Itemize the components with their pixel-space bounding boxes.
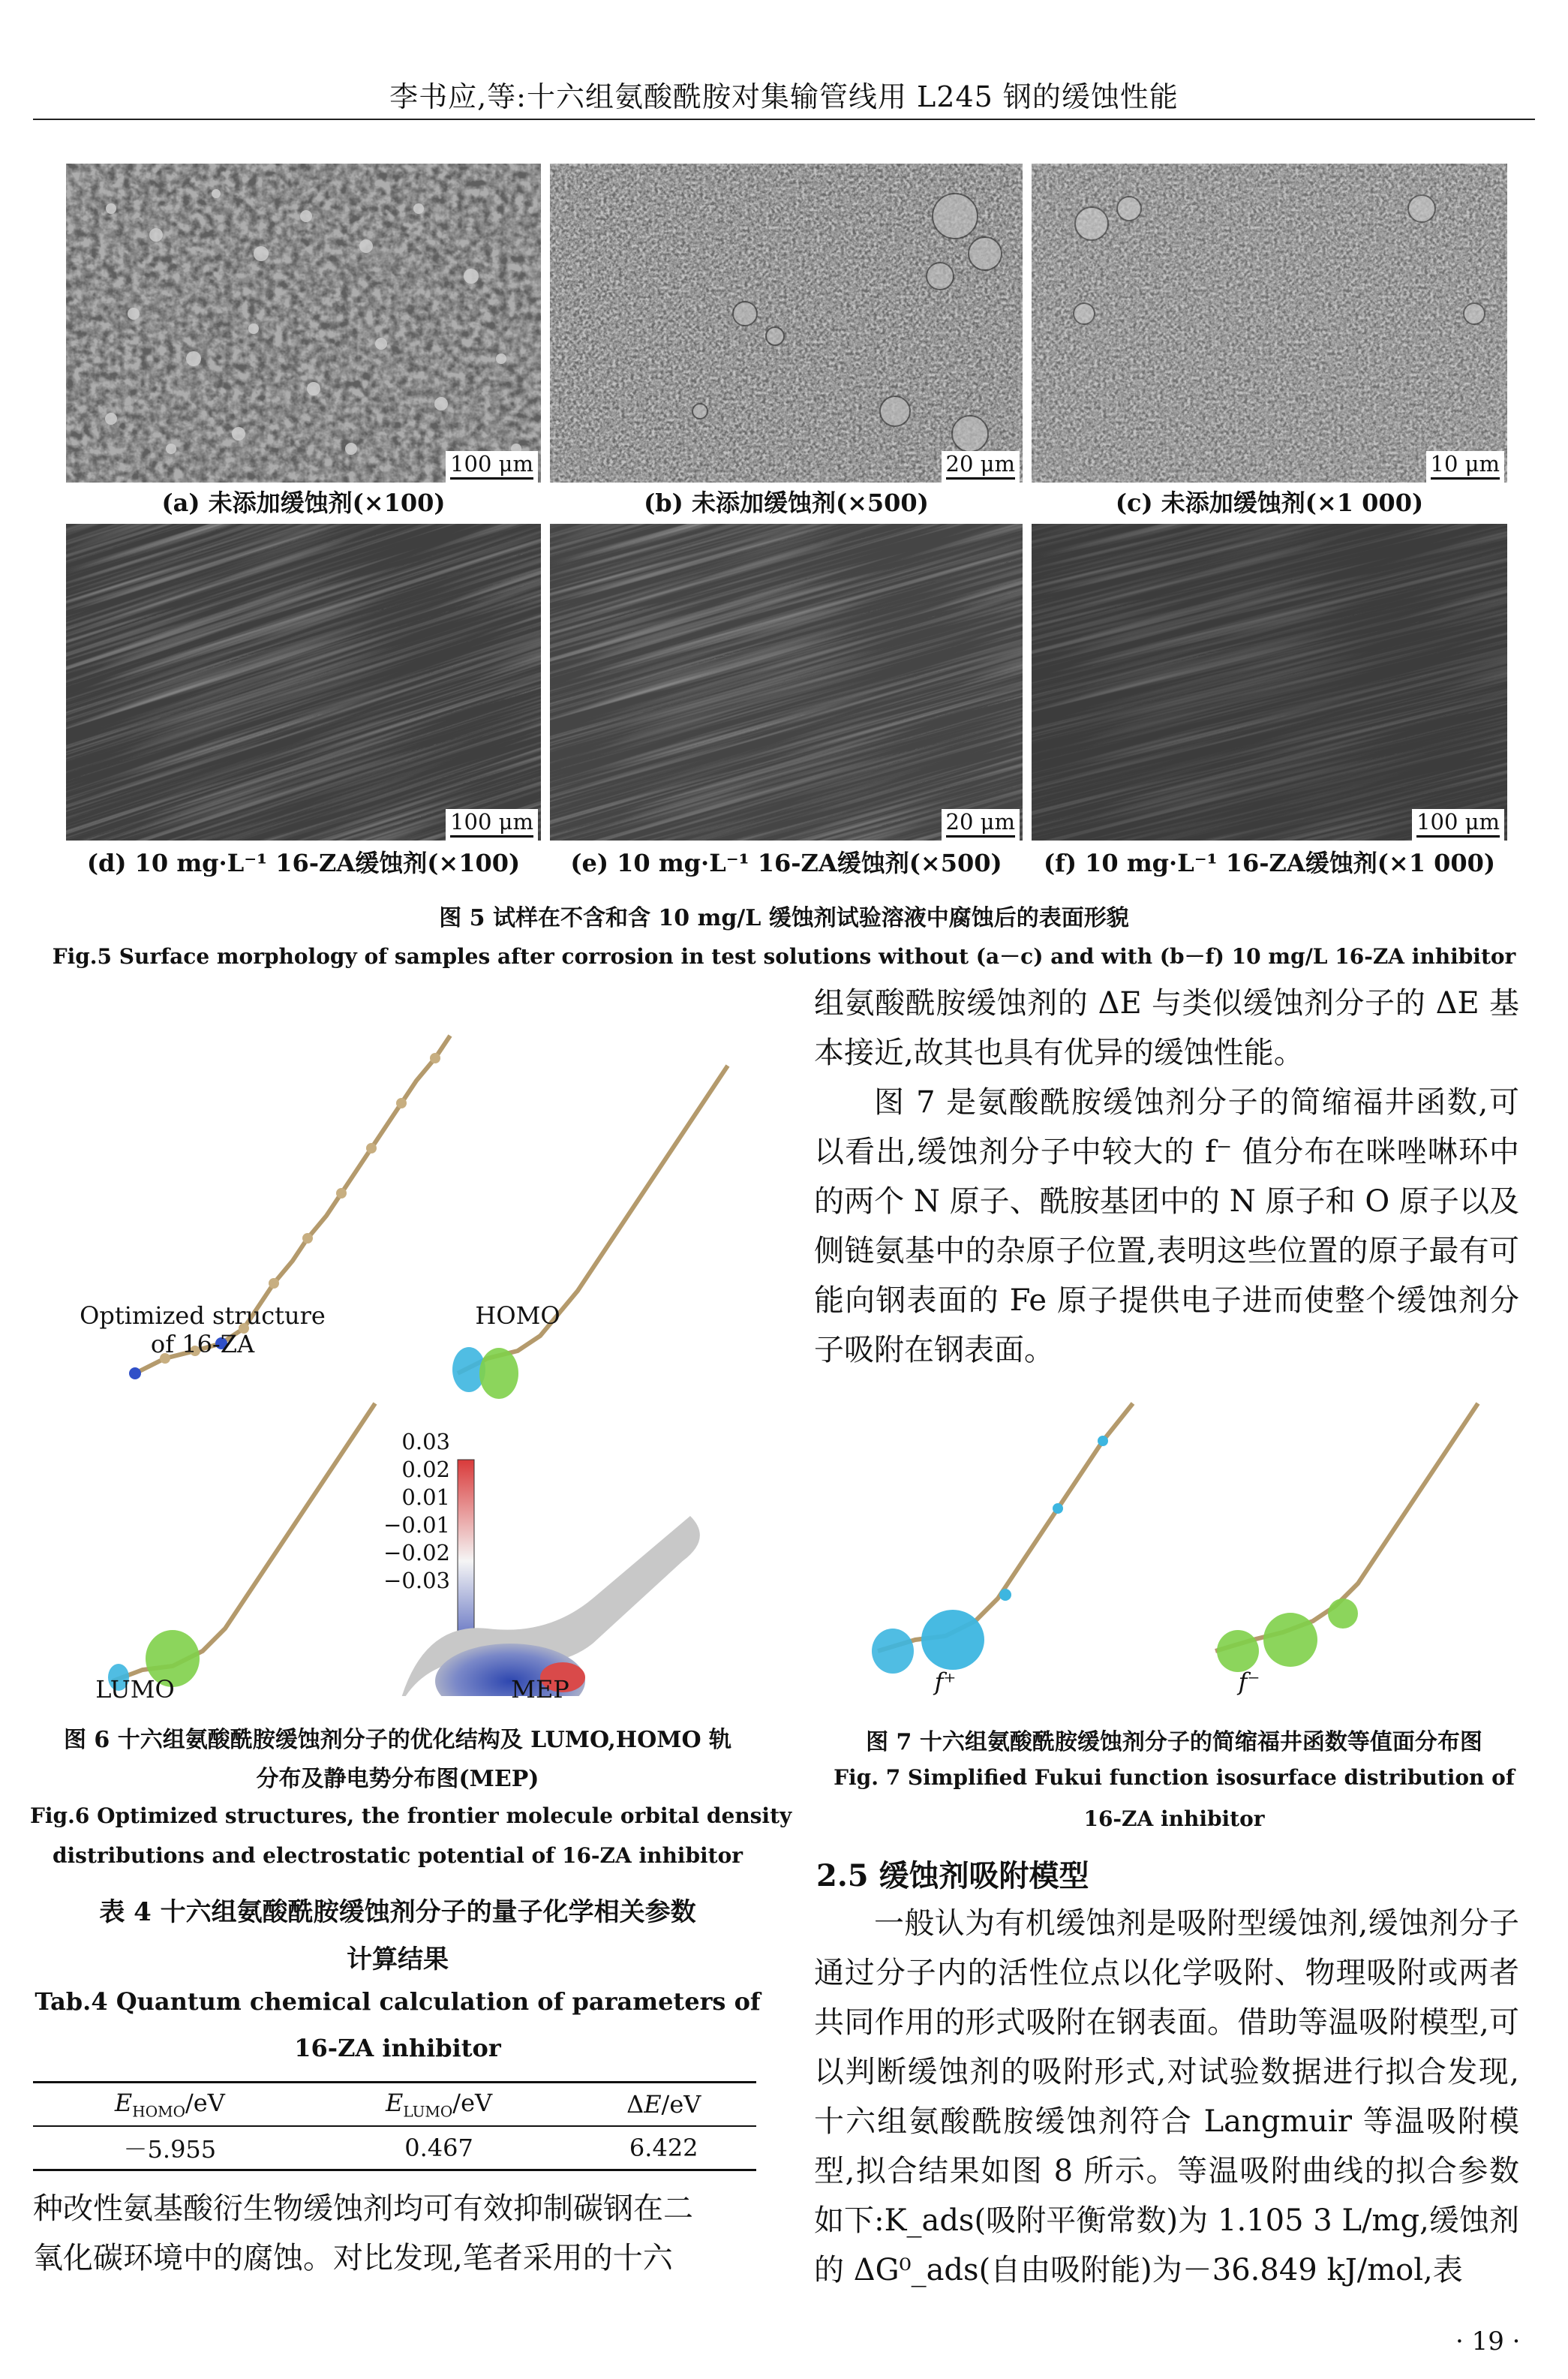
left-column-text [33, 2184, 756, 2283]
paragraph: 组氨酸酰胺缓蚀剂的 ΔE 与类似缓蚀剂分子的 ΔE 基本接近,故其也具有优异的缓蚀性能。 [814, 986, 1519, 1070]
fig5-label-a: (a) 未添加缓蚀剂(×100) [161, 489, 446, 517]
fig5-label-f: (f) 10 mg·L⁻¹ 16-ZA缓蚀剂(×1 000) [1043, 849, 1496, 877]
fig7-caption-en: 16-ZA inhibitor [1083, 1806, 1265, 1831]
right-column-text-bottom [814, 1899, 1519, 2295]
paragraph: 一般认为有机缓蚀剂是吸附型缓蚀剂,缓蚀剂分子通过分子内的活性位点以化学吸附、物理吸附或两者共同作用的形式吸附在钢表面。借助等温吸附模型,可以判断缓蚀剂的吸附形式,对试验数据进行拟合发现,十六组氨酸酰胺缓蚀剂符合 Langmuir 等温吸附模型,拟合结果如图 8 所示。等温吸附曲线的拟合参数如下:K_ads(吸附平衡常数)为 1.105 3 L/mg,缓蚀剂的 ΔG⁰_ads(自由吸附能)为－36.849 kJ/mol,表 [814, 1906, 1519, 2287]
sem-image-d [66, 524, 541, 841]
scale-bar-e: 20 μm [942, 809, 1020, 841]
table-row [33, 2126, 756, 2170]
running-header: 李书应,等:十六组氨酸酰胺对集输管线用 L245 钢的缓蚀性能 [389, 80, 1179, 113]
fig7-caption-en: Fig. 7 Simplified Fukui function isosurface distribution of [834, 1765, 1515, 1790]
table4-title-cn: 表 4 十六组氨酸酰胺缓蚀剂分子的量子化学相关参数 [99, 1897, 696, 1927]
fig6-label-optimized: of 16-ZA [150, 1330, 255, 1358]
scale-bar-b: 20 μm [942, 451, 1020, 483]
sem-image-c [1032, 164, 1507, 483]
colorbar-label: −0.03 [383, 1568, 450, 1593]
section-heading: 2.5 缓蚀剂吸附模型 [816, 1858, 1089, 1893]
scale-bar-a: 100 μm [446, 451, 538, 483]
table4-header-row [33, 2083, 756, 2127]
fig5-label-b: (b) 未添加缓蚀剂(×500) [644, 489, 929, 517]
fig7-caption-cn: 图 7 十六组氨酸酰胺缓蚀剂分子的简缩福井函数等值面分布图 [866, 1729, 1482, 1755]
header-rule [33, 119, 1535, 120]
colorbar-label: −0.02 [383, 1540, 450, 1565]
left-text-line: 种改性氨基酸衍生物缓蚀剂均可有效抑制碳钢在二 [33, 2191, 693, 2226]
fig6-caption-cn: 分布及静电势分布图(MEP) [256, 1766, 539, 1792]
table4-cell-elumo: 0.467 [307, 2126, 572, 2170]
table4-header-ehomo: $E_{HOMO}/eV$ [33, 2083, 307, 2127]
table4 [33, 2081, 756, 2171]
table4-cell-ehomo: －5.955 [33, 2126, 307, 2170]
table4-title-cn: 计算结果 [347, 1944, 449, 1974]
fig7-graphic [833, 1381, 1523, 1704]
fig5-label-d: (d) 10 mg·L⁻¹ 16-ZA缓蚀剂(×100) [86, 849, 521, 877]
fig6-label-optimized: Optimized structure [80, 1301, 326, 1330]
fig5-caption-en: Fig.5 Surface morphology of samples after corrosion in test solutions without (a－c) and with (b－f) 10 mg/L 16-ZA inhibitor [52, 944, 1516, 969]
table4-title-en: 16-ZA inhibitor [294, 2034, 501, 2062]
scale-bar-c: 10 μm [1426, 451, 1504, 483]
fig5-caption-cn: 图 5 试样在不含和含 10 mg/L 缓蚀剂试验溶液中腐蚀后的表面形貌 [439, 905, 1129, 931]
fig5-label-c: (c) 未添加缓蚀剂(×1 000) [1115, 489, 1424, 517]
colorbar-label: 0.03 [401, 1429, 450, 1454]
fig7-label-fminus: f⁻ [1238, 1668, 1260, 1696]
fig7-figure [833, 1381, 1523, 1704]
table4-header-elumo: $E_{LUMO}/eV$ [307, 2083, 572, 2127]
paragraph: 图 7 是氨酸酰胺缓蚀剂分子的简缩福井函数,可以看出,缓蚀剂分子中较大的 f⁻ 值分布在咪唑啉环中的两个 N 原子、酰胺基团中的 N 原子和 O 原子以及侧链氨基中的杂原子位置,表明这些位置的原子最有可能向钢表面的 Fe 原子提供电子进而使整个缓蚀剂分子吸附在钢表面。 [814, 1085, 1519, 1367]
sem-image-b [550, 164, 1023, 483]
fig6-label-lumo: LUMO [95, 1675, 175, 1704]
fig6-caption-cn: 图 6 十六组氨酸酰胺缓蚀剂分子的优化结构及 LUMO,HOMO 轨 [63, 1727, 732, 1753]
table4-cell-deltae: 6.422 [571, 2126, 756, 2170]
sem-image-e [550, 524, 1023, 841]
fig6-label-homo: HOMO [475, 1301, 560, 1330]
left-text-line: 氧化碳环境中的腐蚀。对比发现,笔者采用的十六 [33, 2241, 673, 2275]
colorbar-label: 0.02 [401, 1457, 450, 1482]
fig6-caption-en: Fig.6 Optimized structures, the frontier molecule orbital density [30, 1803, 792, 1828]
scale-bar-d: 100 μm [446, 809, 538, 841]
right-column-text-top [814, 979, 1519, 1375]
page-number: · 19 · [1455, 2326, 1521, 2356]
scale-bar-f: 100 μm [1412, 809, 1504, 841]
table4-header-deltae: ΔE/eV [571, 2083, 756, 2127]
sem-image-f [1032, 524, 1507, 841]
colorbar-label: 0.01 [401, 1484, 450, 1510]
fig7-label-fplus: f⁺ [934, 1668, 957, 1696]
sem-image-a [66, 164, 541, 483]
table4-title-en: Tab.4 Quantum chemical calculation of parameters of [35, 1987, 761, 2016]
fig5-label-e: (e) 10 mg·L⁻¹ 16-ZA缓蚀剂(×500) [570, 849, 1002, 877]
colorbar-label: −0.01 [383, 1512, 450, 1538]
fig6-label-mep: MEP [511, 1675, 569, 1704]
fig6-caption-en: distributions and electrostatic potential of 16-ZA inhibitor [52, 1843, 743, 1868]
